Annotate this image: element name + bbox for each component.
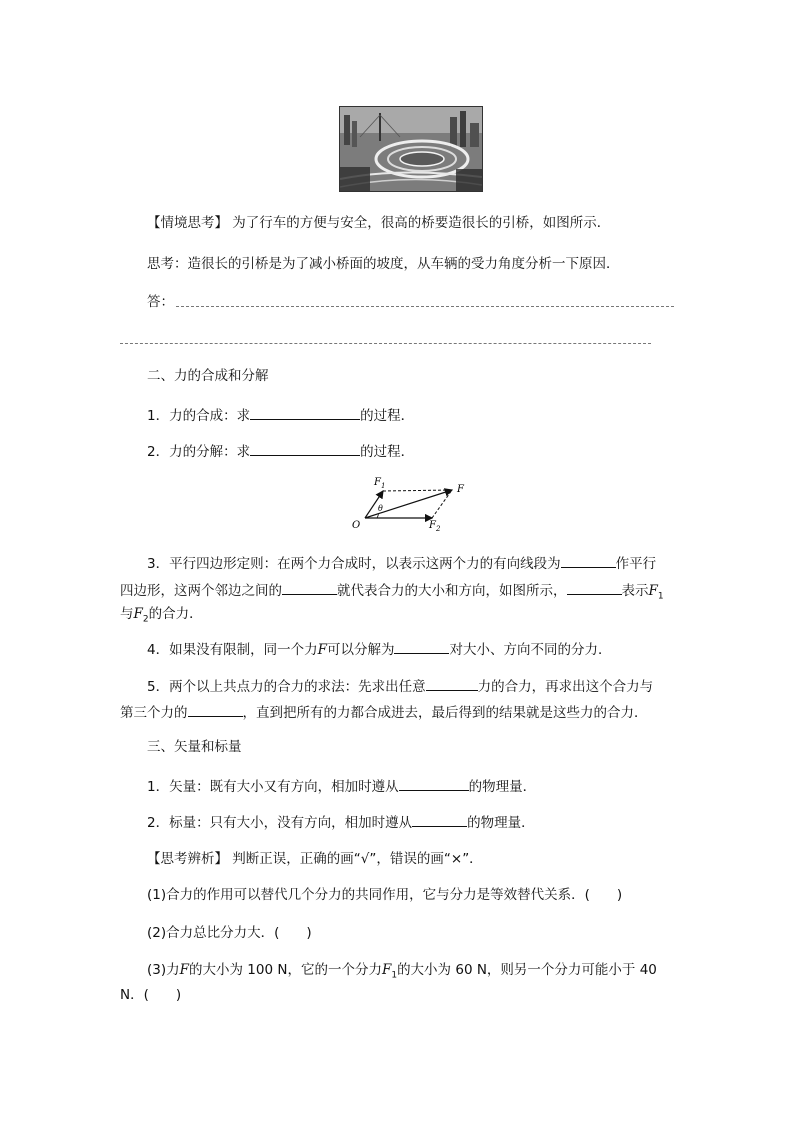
label-f1-sub: 1 [381, 482, 386, 490]
item5-text-c: 第三个力的 [120, 705, 188, 721]
judge-header [147, 850, 483, 868]
s3-item2-text-a: 2．标量：只有大小，没有方向，相加时遵从 [147, 815, 413, 831]
s3-item2-text-b: 的物理量． [467, 815, 535, 831]
item1-text-b: 的过程． [360, 408, 415, 424]
judge-q3-line1[interactable] [147, 961, 657, 985]
item3-text-d: 就代表合力的大小和方向，如图所示， [337, 583, 567, 599]
blank-two[interactable] [426, 676, 478, 691]
section2-item3-line3 [120, 605, 203, 629]
section2-item3-line2 [120, 580, 664, 606]
section2-item2 [147, 441, 414, 461]
section3-title: 三、矢量和标量 [147, 739, 242, 755]
item4-text-c: 对大小、方向不同的分力． [449, 642, 612, 658]
judge-instruction: 判断正误，正确的画“√”，错误的画“×”． [232, 851, 483, 867]
item5-text-d: ，直到把所有的力都合成进去，最后得到的结果就是这些力的合力． [242, 705, 648, 721]
section3-item2 [147, 812, 535, 832]
section2-item5-line2 [120, 702, 648, 722]
scenario-text: 为了行车的方便与安全，很高的桥要造很长的引桥，如图所示． [232, 215, 611, 231]
item3-f1-sub: 1 [657, 591, 664, 602]
blank-algebra[interactable] [412, 812, 467, 827]
section2-item4 [147, 639, 611, 659]
blank-resultant[interactable] [567, 580, 622, 595]
q3-text-b: 的大小为 100 N，它的一个分力 [189, 962, 382, 978]
answer-line-2 [120, 343, 651, 344]
item3-text-g: 与 [120, 606, 134, 622]
q3-f1-sub: 1 [391, 970, 398, 981]
blank-parallelogram-rule[interactable] [399, 776, 469, 791]
blank-adjacent-sides[interactable] [561, 553, 616, 568]
item2-text-a: 2．力的分解：求 [147, 444, 251, 460]
blank-diagonal[interactable] [282, 580, 337, 595]
item3-text-b: 作平行 [615, 556, 657, 572]
section2-item5-line1 [147, 676, 653, 696]
label-f: F [457, 484, 464, 495]
section2-title: 二、力的合成和分解 [147, 368, 269, 384]
judge-q2[interactable]: (2)合力总比分力大．( ) [147, 925, 312, 941]
s3-item1-text-b: 的物理量． [468, 779, 537, 795]
q3-f1: F [381, 962, 392, 978]
answer-label: 答： [147, 294, 174, 310]
item5-text-a: 5．两个以上共点力的合力的求法：先求出任意 [147, 679, 426, 695]
parallelogram-diagram [348, 474, 474, 532]
item3-f2-sub: 2 [142, 614, 149, 625]
blank-composition[interactable] [250, 405, 360, 420]
label-o: O [352, 520, 361, 531]
item3-f2: F [133, 606, 143, 622]
label-f2-sub: 2 [436, 525, 441, 532]
scenario-line [147, 214, 610, 232]
item4-text-b: 可以分解为 [326, 642, 395, 658]
scenario-question: 思考：造很长的引桥是为了减小桥面的坡度，从车辆的受力角度分析一下原因． [147, 256, 620, 272]
item3-text-h: 的合力． [148, 606, 203, 622]
scenario-title: 【情境思考】 [147, 215, 228, 231]
blank-infinite[interactable] [394, 639, 449, 654]
s3-item1-text-a: 1．矢量：既有大小又有方向，相加时遵从 [147, 779, 399, 795]
item3-text-e: 表示 [621, 583, 649, 599]
label-f1: F [374, 477, 381, 488]
judge-q1[interactable]: (1)合力的作用可以替代几个分力的共同作用，它与分力是等效替代关系．( ) [147, 887, 623, 903]
judge-title: 【思考辨析】 [147, 851, 228, 867]
blank-resultant-force[interactable] [188, 702, 243, 717]
item4-f: F [317, 642, 327, 658]
section3-item1 [147, 776, 536, 796]
answer-line-1 [176, 306, 674, 307]
item4-text-a: 4．如果没有限制，同一个力 [147, 642, 318, 658]
label-theta: θ [378, 504, 383, 513]
item3-text-c: 四边形，这两个邻边之间的 [120, 583, 282, 599]
bridge-photo [339, 106, 483, 192]
item1-text-a: 1．力的合成：求 [147, 408, 251, 424]
item2-text-b: 的过程． [360, 444, 415, 460]
section2-item1 [147, 405, 414, 425]
q3-f: F [179, 962, 189, 978]
item5-text-b: 力的合力，再求出这个合力与 [477, 679, 654, 695]
item3-text-a: 3．平行四边形定则：在两个力合成时，以表示这两个力的有向线段为 [147, 556, 561, 572]
label-f2: F [429, 520, 436, 531]
q3-text-c: 的大小为 60 N，则另一个分力可能小于 40 [397, 962, 657, 978]
dashed-top [383, 490, 452, 491]
judge-q3-line2: N．( ) [120, 987, 182, 1003]
bridge-photo-drawing [340, 107, 482, 191]
item3-f1: F [648, 583, 658, 599]
section2-item3-line1 [147, 553, 656, 573]
blank-decomposition[interactable] [250, 441, 360, 456]
dashed-right [432, 490, 452, 518]
q3-text-a: (3)力 [147, 962, 180, 978]
